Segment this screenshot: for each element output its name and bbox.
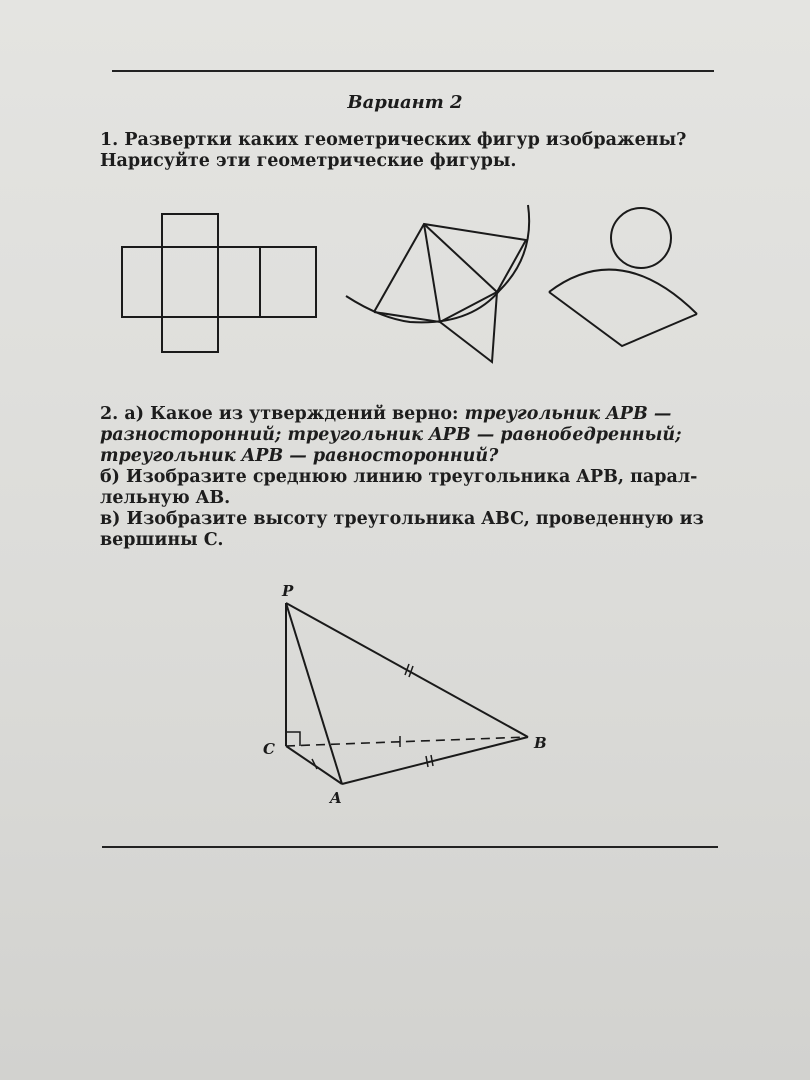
label-c: C (263, 740, 275, 758)
task-2a-line-2: разносторонний; треугольник APB — равнобедренный; (100, 425, 682, 445)
label-b: B (534, 734, 547, 752)
right-angle-mark (286, 732, 300, 746)
variant-title: Вариант 2 (347, 92, 463, 113)
cone-net-base-circle (611, 208, 671, 268)
cube-net-column (162, 214, 218, 352)
tick-ab-1 (426, 756, 428, 767)
pyramid-net-edge-1 (424, 224, 440, 322)
task-1-line-2: Нарисуйте эти геометрические фигуры. (100, 151, 517, 171)
pyramid-net-figure (346, 205, 529, 362)
bottom-rule (102, 846, 718, 848)
edge-ca (286, 746, 342, 784)
cube-net-figure (122, 214, 316, 352)
task-2c-line-1: в) Изобразите высоту треугольника ABC, проведенную из (100, 509, 704, 529)
task-1-line-1: 1. Развертки каких геометрических фигур изображены? (100, 130, 687, 150)
label-p: P (282, 582, 294, 600)
cone-net-sector-sides (549, 292, 697, 346)
task-2a-prefix: 2. а) Какое из утверждений верно: (100, 404, 465, 424)
task-2a-italic-1: треугольник APB — (464, 404, 672, 424)
task-2b-line-1: б) Изобразите среднюю линию треугольника APB, парал- (100, 467, 698, 487)
task-2c-line-2: вершины C. (100, 530, 224, 550)
cone-net-figure (549, 208, 697, 346)
edge-cb-hidden (286, 737, 528, 746)
edge-ab (342, 737, 528, 784)
task-2a-line-3: треугольник APB — равносторонний? (100, 446, 499, 466)
pyramid-net-outline (374, 224, 526, 322)
pyramid-pabc-figure (263, 582, 547, 807)
task-2b-line-2: лельную AB. (100, 488, 231, 508)
tick-ab-2 (431, 755, 433, 766)
label-a: A (330, 789, 342, 807)
